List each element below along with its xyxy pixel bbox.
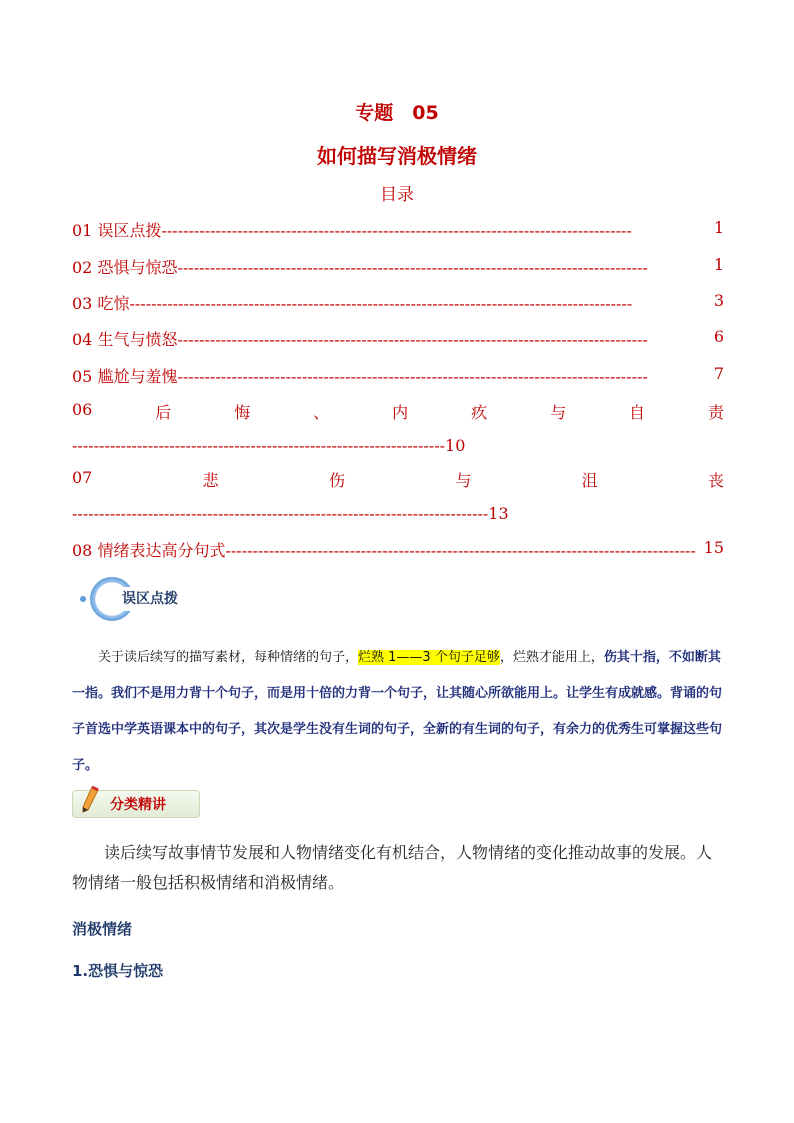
toc-entry-char: 伤: [329, 471, 346, 490]
toc-entry-char: 自: [629, 403, 646, 422]
paragraph-text: ，烂熟才能用上，: [499, 650, 604, 665]
banner-label: 分类精讲: [110, 797, 166, 813]
toc-entry-char: 沮: [581, 471, 598, 490]
toc-entry-char: 内: [392, 403, 409, 422]
toc-entry-02[interactable]: [72, 255, 724, 278]
toc-entry-08[interactable]: [72, 538, 724, 561]
toc-entry-number: 01: [72, 221, 93, 240]
toc-entry-page: 1: [713, 255, 724, 274]
toc-entry-page: 10: [445, 436, 466, 455]
toc-entry-char: 与: [550, 403, 567, 422]
toc-entry-number: 03: [72, 294, 93, 313]
toc-entry-number: 02: [72, 258, 93, 277]
toc-entry-page: 7: [713, 364, 724, 383]
toc-entry-07[interactable]: [72, 468, 724, 491]
toc-entry-char: 后: [155, 403, 172, 422]
toc-entry-label: 吃惊: [97, 294, 130, 313]
toc-entry-label: 生气与愤怒: [97, 330, 178, 349]
misconceptions-paragraph: [72, 640, 724, 784]
toc-entry-page: 15: [703, 538, 724, 557]
toc-leader: ---------------------------------------------------------------------------------------------: [129, 294, 633, 313]
toc-entry-label: 恐惧与惊恐: [97, 258, 178, 277]
banner-dot-icon: [80, 596, 86, 602]
toc-entry-05[interactable]: [72, 364, 724, 387]
toc-entry-char: 与: [455, 471, 472, 490]
toc-entry-number: 06: [72, 400, 93, 419]
toc-entry-01[interactable]: [72, 218, 724, 241]
document-title-line1: 专题 05: [355, 102, 439, 124]
toc-entry-char: 、: [313, 403, 330, 422]
toc-entry-06-leader: [72, 436, 572, 455]
highlighted-text: 烂熟 1——3 个句子足够: [358, 650, 500, 665]
toc-entry-04[interactable]: [72, 327, 724, 350]
toc-entry-page: 1: [713, 218, 724, 237]
paragraph-text: 关于读后续写的描写素材，每种情绪的句子，: [98, 650, 359, 665]
emphasized-text: 伤其十指，不如断其一指。我们不是用力背十个句子，而是用十倍的力背一个句子，让其随心所欲能用上。让学生有成就感。背诵的句子首选中学英语课本中的句子，其次是学生没有生词的句子，全新的有生词的句子，有余力的优秀生可掌握这些句子。: [72, 650, 723, 773]
toc-entry-number: 04: [72, 330, 93, 349]
toc-entry-char: 丧: [707, 471, 724, 490]
toc-entry-page: 6: [713, 327, 724, 346]
section-banner-classified: [72, 786, 200, 818]
toc-entry-number: 07: [72, 468, 93, 487]
toc-entry-number: 05: [72, 367, 93, 386]
toc-heading: 目录: [380, 185, 414, 205]
classified-paragraph: 读后续写故事情节发展和人物情绪变化有机结合，人物情绪的变化推动故事的发展。人物情绪一般包括积极情绪和消极情绪。: [72, 843, 713, 892]
toc-leader: ---------------------------------------------------------------------------------------: [177, 367, 648, 386]
toc-entry-char: 疚: [471, 403, 488, 422]
toc-leader: ---------------------------------------------------------------------------------------: [161, 221, 632, 240]
toc-entry-06[interactable]: [72, 400, 724, 423]
toc-entry-page: 13: [488, 504, 509, 523]
toc-entry-label: 尴尬与羞愧: [97, 367, 178, 386]
toc-entry-char: 责: [707, 403, 724, 422]
toc-entry-03[interactable]: [72, 291, 724, 314]
toc-leader: ---------------------------------------------------------------------------------------: [177, 330, 648, 349]
pencil-icon: [80, 786, 102, 814]
toc-leader: ---------------------------------------------------------------------------------------: [225, 541, 696, 560]
toc-leader: ---------------------------------------------------------------------------------------: [177, 258, 648, 277]
toc-entry-page: 3: [713, 291, 724, 310]
toc-entry-number: 08: [72, 541, 93, 560]
toc-entry-char: 悔: [234, 403, 251, 422]
toc-entry-label: 误区点拨: [97, 221, 162, 240]
banner-label: 误区点拨: [112, 587, 188, 611]
section-banner-misconceptions: [76, 577, 196, 621]
toc-entry-label: 情绪表达高分句式: [97, 541, 226, 560]
toc-entry-char: 悲: [202, 471, 219, 490]
document-title-line2: 如何描写消极情绪: [317, 144, 477, 168]
toc-leader: -----------------------------------------------------------------------------: [72, 504, 489, 523]
section-heading: 消极情绪: [72, 920, 133, 938]
toc-leader: ---------------------------------------------------------------------: [72, 436, 446, 455]
subsection-heading: 1.恐惧与惊恐: [72, 962, 164, 980]
toc-entry-07-leader: [72, 504, 612, 523]
